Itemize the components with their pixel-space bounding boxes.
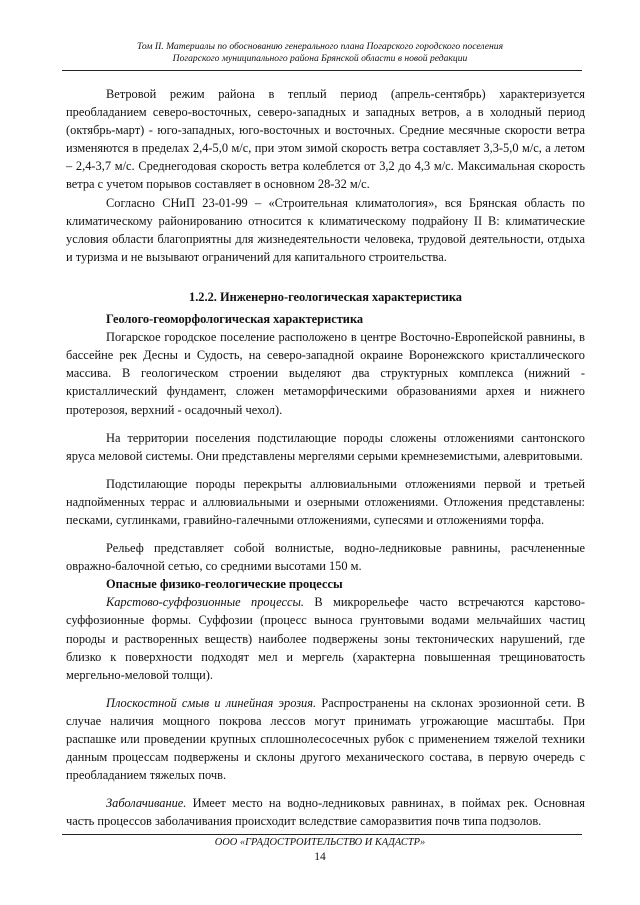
footer-divider <box>62 834 582 835</box>
erosion-description: Распространены на склонах эрозионной сети. В случае наличия мощного покрова лессов могут принимать угрожающие масштабы. При распашке или проведении крупных сплошнолесосечных рубок с применением тяжелой техники данным процессам подвержены и склоны другого механического состава, в первую очередь с преобладанием тяжелых почв. <box>66 695 585 783</box>
page-number: 14 <box>314 851 326 863</box>
subheading-geomorphology: Геолого-геоморфологическая характеристика <box>106 312 364 327</box>
header-line-2: Погарского муниципального района Брянской области в новой редакции <box>172 53 468 64</box>
paragraph-snip-climate: Согласно СНиП 23-01-99 – «Строительная климатология», вся Брянская область по климатическому районированию относится к климатическому подрайону II В: климатические условия области благоприятны для жизнедеятельности человека, трудовой деятельности, отдыха и туризма и не вызывают ограничений для капитального строительства. <box>66 195 585 264</box>
paragraph-erosion <box>66 694 585 784</box>
paragraph-karst <box>66 593 585 683</box>
karst-description: В микрорельефе часто встречаются карстово-суффозионные формы. Суффозии (процесс выноса грунтовыми водами мельчайших частиц породы и растворенных веществ) наиболее подвержены зоны тектонических нарушений, где близко к поверхности подходят мел и мергель (характерна повышенная трещиноватость мергельно-меловой толщи). <box>66 595 585 682</box>
erosion-term: Плоскостной смыв и линейная эрозия. <box>106 695 317 710</box>
section-title: 1.2.2. Инженерно-геологическая характеристика <box>189 289 462 304</box>
footer-company: ООО «ГРАДОСТРОИТЕЛЬСТВО И КАДАСТР» <box>214 837 426 848</box>
document-body <box>66 85 585 830</box>
paragraph-swamping <box>66 794 585 830</box>
header-divider <box>62 70 582 71</box>
karst-term: Карстово-суффозионные процессы. <box>106 595 304 610</box>
paragraph-wind-regime: Ветровой режим района в теплый период (апрель-сентябрь) характеризуется преобладанием северо-восточных, северо-западных и западных ветров, а в холодный период (октябрь-март) - юго-западных, юго-восточных и восточных. Средние месячные скорости ветра изменяются в пределах 2,4-5,0 м/с, при этом зимой скорость ветра составляет 3,3-5,0 м/с, а летом – 2,4-3,7 м/с. Среднегодовая скорость ветра колеблется от 3,2 до 4,3 м/с. Максимальная скорость ветра с учетом порывов составляет в основном 28-32 м/с. <box>66 87 585 192</box>
swamping-description: Имеет место на водно-ледниковых равнинах, в поймах рек. Основная часть процессов заболачивания происходит вследствие саморазвития почв типа подзолов. <box>66 796 585 829</box>
header-line-1: Том II. Материалы по обоснованию генерального плана Погарского городского поселения <box>136 41 504 52</box>
paragraph-geo-relief: Рельеф представляет собой волнистые, водно-ледниковые равнины, расчлененные овражно-балочной сетью, со средними высотами 150 м. <box>66 541 585 574</box>
paragraph-geo-location: Погарское городское поселение расположено в центре Восточно-Европейской равнины, в бассейне рек Десны и Судость, на северо-западной окраине Воронежского кристаллического массива. В геологическом строении выделяют два структурных комплекса (нижний - кристаллический фундамент, сложен метаморфическими образованиями архея и нижнего протерозоя, верхний - осадочный чехол). <box>66 330 585 417</box>
paragraph-geo-deposits: Подстилающие породы перекрыты аллювиальными отложениями первой и третьей надпойменных террас и аллювиальными и озерными отложениями. Отложения представлены: песками, суглинками, гравийно-галечными отложениями, супесями и отложениями торфа. <box>66 476 585 527</box>
subheading-hazards: Опасные физико-геологические процессы <box>106 577 343 592</box>
page-header <box>60 41 580 65</box>
paragraph-geo-bedrock: На территории поселения подстилающие породы сложены отложениями сантонского яруса меловой системы. Они представлены мергелями серыми кремнеземистыми, алевритовыми. <box>66 430 585 463</box>
swamping-term: Заболачивание. <box>106 796 187 811</box>
